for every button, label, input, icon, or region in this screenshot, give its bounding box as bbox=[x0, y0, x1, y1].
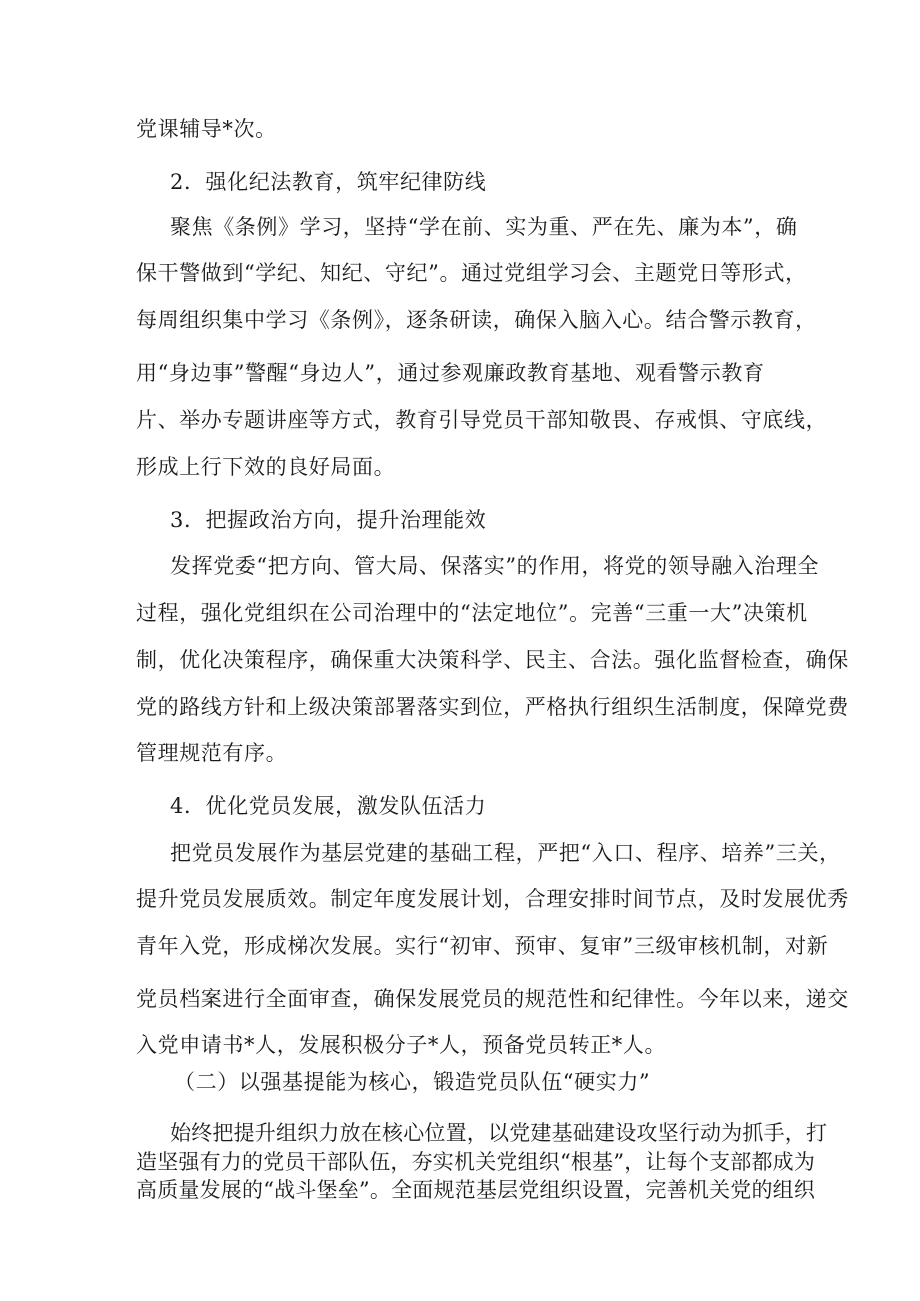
text-line: 党的路线方针和上级决策部署落实到位，严格执行组织生活制度，保障党费 bbox=[136, 695, 849, 719]
text-line: 造坚强有力的党员干部队伍，夯实机关党组织“根基”，让每个支部都成为 bbox=[136, 1150, 816, 1174]
text-line: 入党申请书*人，发展积极分子*人，预备党员转正*人。 bbox=[136, 1033, 667, 1057]
text-line: 党员档案进行全面审查，确保发展党员的规范性和纪律性。今年以来，递交 bbox=[136, 987, 849, 1011]
text-line: 高质量发展的“战斗堡垒”。全面规范基层党组织设置，完善机关党的组织 bbox=[136, 1178, 816, 1202]
text-line: 过程，强化党组织在公司治理中的“法定地位”。完善“三重一大”决策机 bbox=[136, 601, 808, 625]
section-heading: 4．优化党员发展，激发队伍活力 bbox=[170, 794, 487, 818]
text-line: 党课辅导*次。 bbox=[136, 117, 277, 141]
text-line: 片、举办专题讲座等方式，教育引导党员干部知敬畏、存戒惧、守底线， bbox=[136, 408, 828, 432]
text-line: 把党员发展作为基层党建的基础工程，严把“入口、程序、培养”三关， bbox=[170, 841, 841, 865]
text-line: 发挥党委“把方向、管大局、保落实”的作用，将党的领导融入治理全 bbox=[170, 554, 820, 578]
text-line: 管理规范有序。 bbox=[136, 741, 288, 765]
text-line: 青年入党，形成梯次发展。实行“初审、预审、复审”三级审核机制，对新 bbox=[136, 934, 829, 958]
subsection-heading: （二）以强基提能为核心，锻造党员队伍“硬实力” bbox=[174, 1070, 651, 1094]
text-line: 聚焦《条例》学习，坚持“学在前、实为重、严在先、廉为本”，确 bbox=[170, 215, 798, 239]
text-line: 用“身边事”警醒“身边人”，通过参观廉政教育基地、观看警示教育 bbox=[136, 361, 765, 385]
text-line: 提升党员发展质效。制定年度发展计划，合理安排时间节点，及时发展优秀 bbox=[136, 887, 849, 911]
text-line: 形成上行下效的良好局面。 bbox=[136, 455, 396, 479]
text-line: 制，优化决策程序，确保重大决策科学、民主、合法。强化监督检查，确保 bbox=[136, 648, 849, 672]
section-heading: 3．把握政治方向，提升治理能效 bbox=[170, 508, 487, 532]
text-line: 保干警做到“学纪、知纪、守纪”。通过党组学习会、主题党日等形式， bbox=[136, 261, 807, 285]
text-line: 每周组织集中学习《条例》，逐条研读，确保入脑入心。结合警示教育， bbox=[136, 308, 817, 332]
text-line: 始终把提升组织力放在核心位置，以党建基础建设攻坚行动为抓手，打 bbox=[170, 1121, 828, 1145]
section-heading: 2．强化纪法教育，筑牢纪律防线 bbox=[170, 170, 487, 194]
